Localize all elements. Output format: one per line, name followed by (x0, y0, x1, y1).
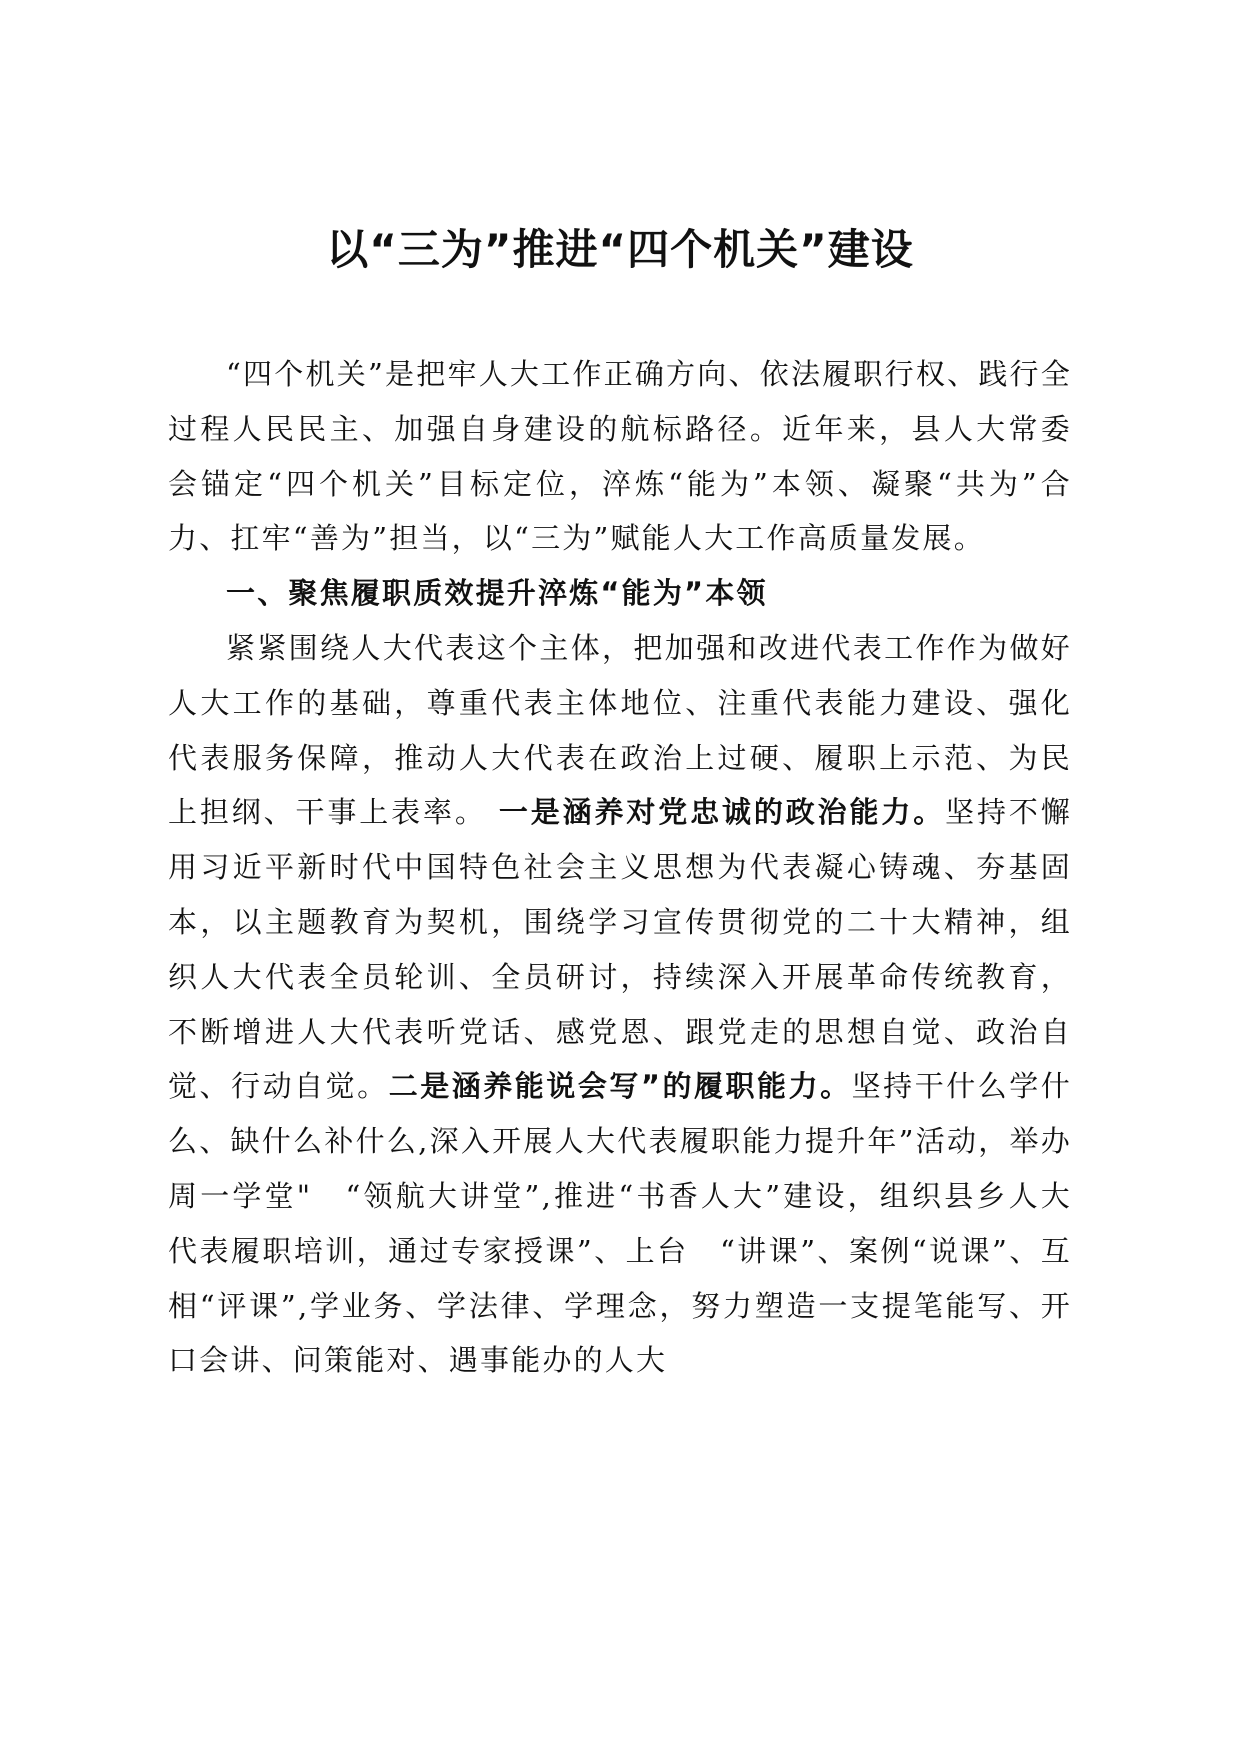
section-heading: 一、聚焦履职质效提升淬炼“能为”本领 (226, 576, 768, 611)
intro-paragraph: “四个机关”是把牢人大工作正确方向、依法履职行权、践行全过程人民民主、加强自身建设的航标路径。近年来，县人大常委会锚定“四个机关”目标定位，淬炼“能为”本领、凝聚“共为”合力、扛牢“善为”担当，以“三为”赋能人大工作高质量发展。 (168, 357, 1072, 556)
point-two-title: 二是涵养能说会写”的履职能力。 (388, 1069, 852, 1104)
point-one-title: 一是涵养对党忠诚的政治能力。 (498, 795, 946, 830)
section-paragraph (168, 621, 1072, 1388)
point-one-text: 坚持不懈用习近平新时代中国特色社会主义思想为代表凝心铸魂、夯基固本，以主题教育为契机，围绕学习宣传贯彻党的二十大精神，组织人大代表全员轮训、全员研讨，持续深入开展革命传统教育，不断增进人大代表听党话、感党恩、跟党走的思想自觉、政治自觉、行动自觉。 (168, 795, 1072, 1104)
paragraph-lead-text: 紧紧围绕人大代表这个主体，把加强和改进代表工作作为做好人大工作的基础，尊重代表主体地位、注重代表能力建设、强化代表服务保障，推动人大代表在政治上过硬、履职上示范、为民上担纲、干事上表率。 (168, 630, 1072, 830)
point-two-text: 坚持干什么学什么、缺什么补什么,深入开展人大代表履职能力提升年”活动，举办周一学堂" “领航大讲堂”,推进“书香人大”建设，组织县乡人大代表履职培训，通过专家授课”、上台 “讲课”、案例“说课”、互相“评课”,学业务、学法律、学理念，努力塑造一支提笔能写、开口会讲、问策能对、遇事能办的人大 (168, 1069, 1072, 1378)
document-body (168, 347, 1072, 1388)
document-title: 以“三为”推进“四个机关”建设 (326, 225, 914, 274)
